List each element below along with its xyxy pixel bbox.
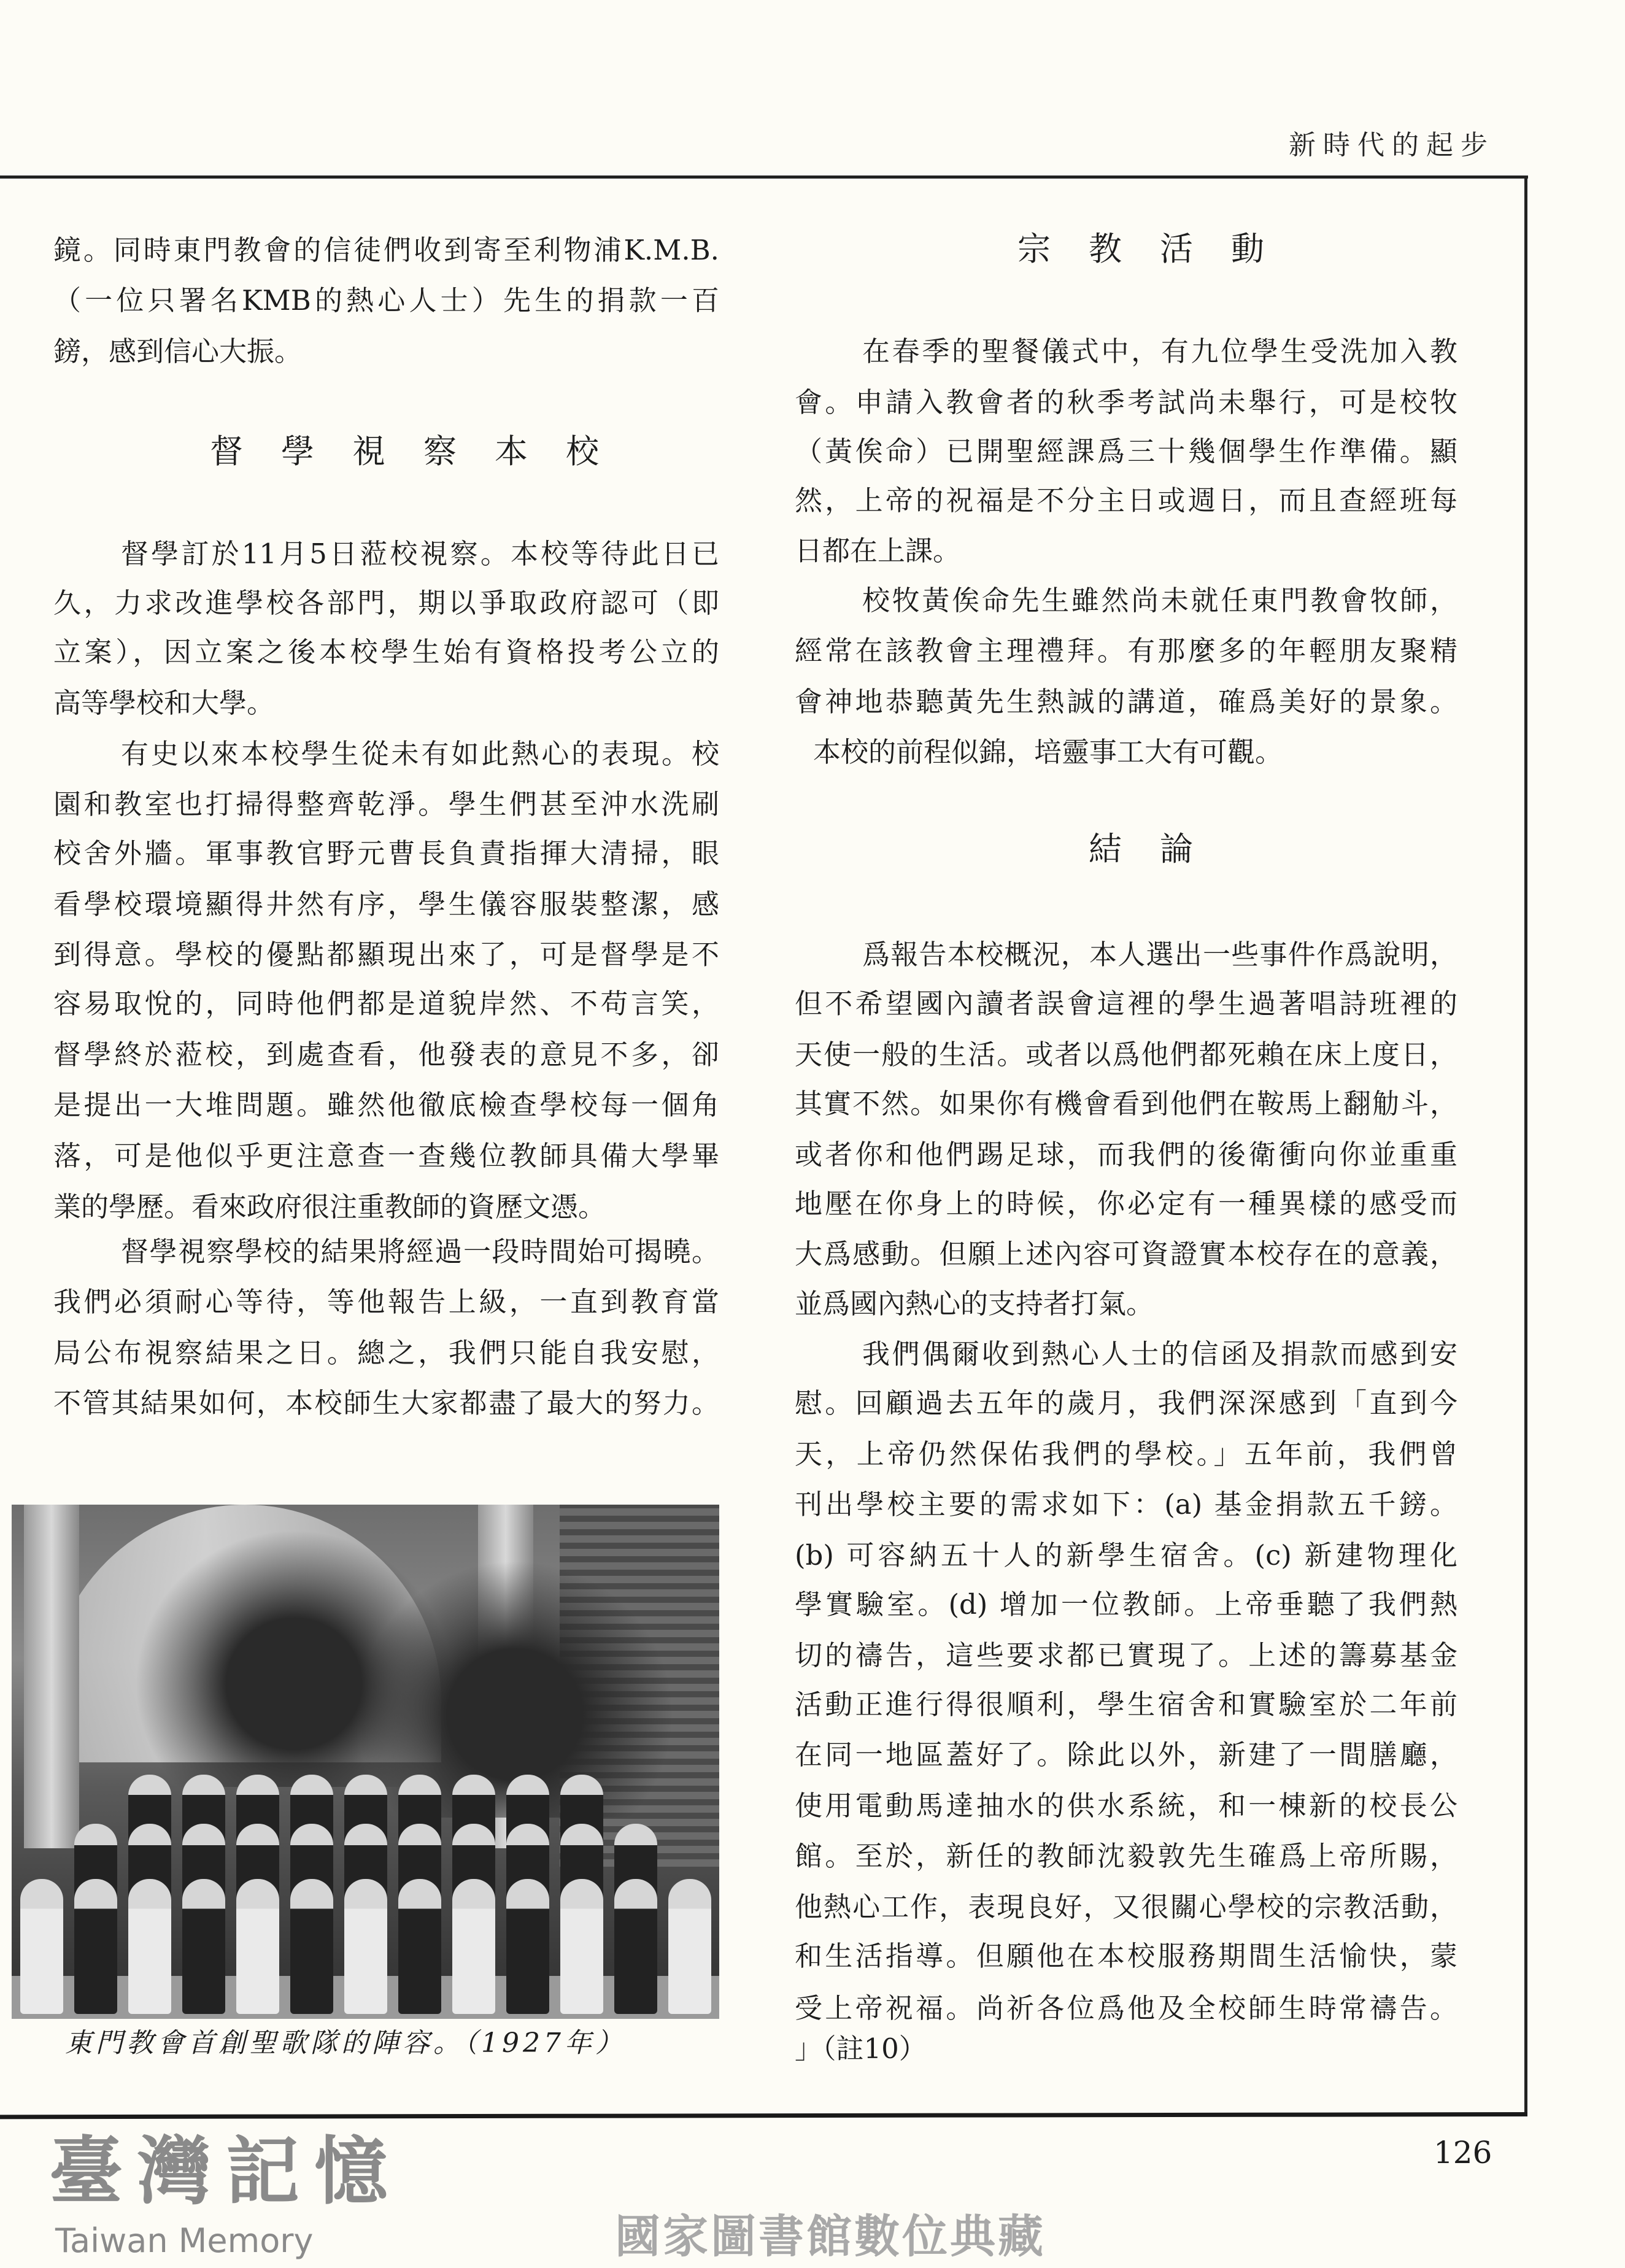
text-line: 」（註10）: [795, 2032, 927, 2065]
text-line: 鏡。同時東門教會的信徒們收到寄至利物浦K.M.B.: [53, 234, 719, 266]
text-line: 督學終於蒞校，到處查看，他發表的意見不多，卻: [53, 1038, 719, 1071]
text-line: 然，上帝的祝福是不分主日或週日，而且查經班每: [795, 484, 1457, 517]
taiwan-memory-watermark: 臺灣記憶: [49, 2129, 403, 2215]
frame-right-rule: [1524, 176, 1527, 2115]
text-line: 看學校環境顯得井然有序，學生儀容服裝整潔，感: [53, 888, 719, 920]
text-line: 校牧黃俟命先生雖然尚未就任東門教會牧師，: [862, 584, 1457, 617]
text-line: 刊出學校主要的需求如下：(a) 基金捐款五千鎊。: [795, 1488, 1457, 1521]
photo-person: [614, 1879, 657, 2014]
text-line: 立案），因立案之後本校學生始有資格投考公立的: [53, 636, 719, 668]
text-line: 園和教室也打掃得整齊乾淨。學生們甚至沖水洗刷: [53, 788, 719, 820]
choir-photo: [12, 1505, 719, 2019]
section-heading: 宗教活動: [1017, 230, 1302, 268]
text-line: 館。至於，新任的教師沈毅敦先生確爲上帝所賜，: [795, 1840, 1457, 1872]
text-line: 和生活指導。但願他在本校服務期間生活愉快，蒙: [795, 1940, 1457, 1972]
text-line: 我們偶爾收到熱心人士的信函及捐款而感到安: [862, 1338, 1457, 1370]
text-line: 天使一般的生活。或者以爲他們都死賴在床上度日，: [795, 1038, 1457, 1071]
text-line: 督學視察學校的結果將經過一段時間始可揭曉。: [121, 1235, 719, 1268]
text-line: 業的學歷。看來政府很注重教師的資歷文憑。: [53, 1190, 606, 1223]
photo-caption: 東門教會首創聖歌隊的陣容。（1927年）: [65, 2027, 626, 2059]
text-line: 是提出一大堆問題。雖然他徹底檢查學校每一個角: [53, 1089, 719, 1121]
text-line: 其實不然。如果你有機會看到他們在鞍馬上翻觔斗，: [795, 1087, 1457, 1120]
text-line: 但不希望國內讀者誤會這裡的學生過著唱詩班裡的: [795, 987, 1457, 1020]
text-line: 久，力求改進學校各部門，期以爭取政府認可（即: [53, 587, 719, 619]
text-line: 大爲感動。但願上述內容可資證實本校存在的意義，: [795, 1238, 1457, 1270]
frame-bottom-rule: [0, 2112, 1527, 2119]
photo-person: [398, 1879, 441, 2014]
library-watermark: 國家圖書館數位典藏: [615, 2210, 1046, 2263]
text-line: （黃俟命）已開聖經課爲三十幾個學生作準備。顯: [795, 435, 1457, 468]
photo-person: [182, 1879, 225, 2014]
text-line: 或者你和他們踢足球，而我們的後衛衝向你並重重: [795, 1138, 1457, 1171]
taiwan-memory-watermark-en: Taiwan Memory: [55, 2221, 314, 2260]
text-line: 活動正進行得很順利，學生宿舍和實驗室於二年前: [795, 1688, 1457, 1721]
text-line: 在同一地區蓋好了。除此以外，新建了一間膳廳，: [795, 1738, 1457, 1771]
text-line: 會神地恭聽黃先生熱誠的講道，確爲美好的景象。: [795, 685, 1457, 718]
frame-top-rule: [0, 176, 1528, 179]
photo-person: [452, 1879, 495, 2014]
page-number: 126: [1434, 2135, 1492, 2170]
text-line: 局公布視察結果之日。總之，我們只能自我安慰，: [53, 1336, 719, 1369]
photo-person: [20, 1879, 63, 2014]
text-line: 高等學校和大學。: [53, 687, 275, 719]
text-line: 爲報告本校概況，本人選出一些事件作爲說明，: [862, 938, 1457, 971]
photo-person: [74, 1879, 117, 2014]
text-line: 並爲國內熱心的支持者打氣。: [795, 1287, 1154, 1320]
text-line: (b) 可容納五十人的新學生宿舍。(c) 新建物理化: [795, 1539, 1457, 1572]
text-line: 切的禱告，這些要求都已實現了。上述的籌募基金: [795, 1639, 1457, 1672]
text-line: 天，上帝仍然保佑我們的學校。」五年前，我們曾: [795, 1438, 1457, 1470]
text-line: 容易取悅的，同時他們都是道貌岸然、不苟言笑，: [53, 987, 719, 1020]
text-line: 校舍外牆。軍事教官野元曹長負責指揮大清掃，眼: [53, 837, 719, 870]
text-line: 日都在上課。: [795, 534, 961, 567]
text-line: 到得意。學校的優點都顯現出來了，可是督學是不: [53, 938, 719, 971]
text-line: 本校的前程似錦，培靈事工大有可觀。: [813, 736, 1283, 768]
text-line: 他熱心工作，表現良好，又很關心學校的宗教活動，: [795, 1891, 1457, 1923]
photo-person: [290, 1879, 333, 2014]
text-line: （一位只署名KMB的熱心人士）先生的捐款一百: [53, 284, 719, 317]
text-line: 有史以來本校學生從未有如此熱心的表現。校: [121, 738, 719, 770]
text-line: 慰。回顧過去五年的歲月，我們深深感到「直到今: [795, 1387, 1457, 1419]
text-line: 督學訂於11月5日蒞校視察。本校等待此日已: [121, 538, 719, 570]
photo-person: [560, 1879, 603, 2014]
section-heading: 結論: [1089, 830, 1231, 868]
text-line: 落，可是他似乎更注意查一查幾位教師具備大學畢: [53, 1140, 719, 1172]
text-line: 受上帝祝福。尚祈各位爲他及全校師生時常禱告。: [795, 1992, 1457, 2024]
text-line: 學實驗室。(d) 增加一位教師。上帝垂聽了我們熱: [795, 1588, 1457, 1621]
text-line: 使用電動馬達抽水的供水系統，和一棟新的校長公: [795, 1789, 1457, 1822]
text-line: 鎊，感到信心大振。: [53, 335, 303, 368]
text-line: 經常在該教會主理禮拜。有那麼多的年輕朋友聚精: [795, 634, 1457, 667]
photo-person: [668, 1879, 711, 2014]
text-line: 在春季的聖餐儀式中，有九位學生受洗加入教: [862, 335, 1457, 368]
photo-person: [506, 1879, 549, 2014]
text-line: 會。申請入教會者的秋季考試尚未舉行，可是校牧: [795, 386, 1457, 418]
photo-person: [236, 1879, 279, 2014]
photo-row-front: [12, 1879, 719, 2014]
section-heading: 督學視察本校: [210, 432, 637, 471]
photo-person: [128, 1879, 171, 2014]
running-head: 新時代的起步: [1289, 129, 1495, 161]
text-line: 不管其結果如何，本校師生大家都盡了最大的努力。: [53, 1387, 719, 1419]
text-line: 我們必須耐心等待，等他報告上級，一直到教育當: [53, 1286, 719, 1318]
text-line: 地壓在你身上的時候，你必定有一種異樣的感受而: [795, 1187, 1457, 1220]
photo-person: [344, 1879, 387, 2014]
